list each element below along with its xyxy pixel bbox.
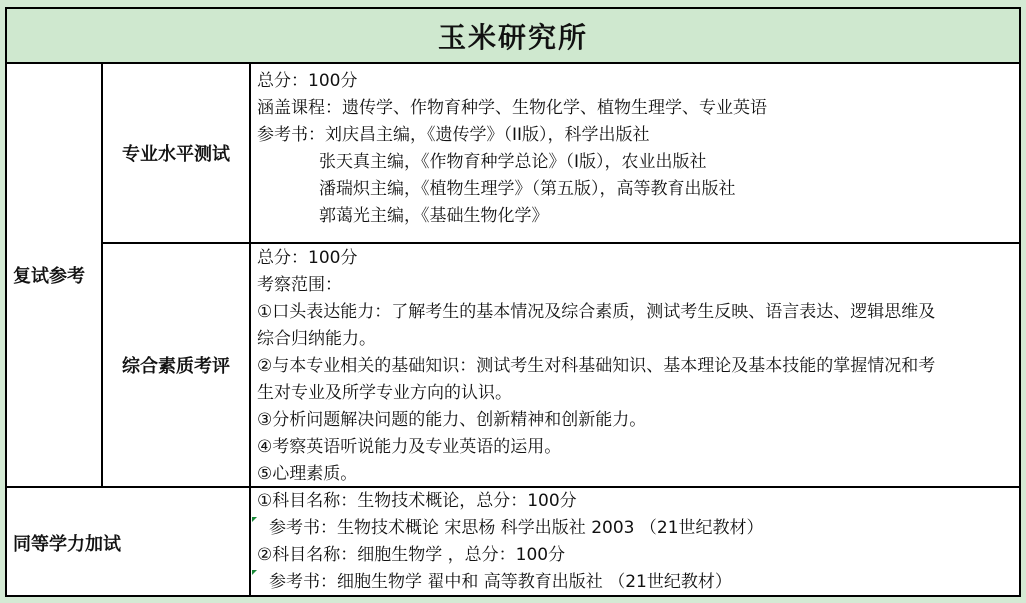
section-label-equivalent: 同等学力加试 bbox=[13, 533, 121, 555]
text-line: 生对专业及所学专业方向的认识。 bbox=[257, 383, 512, 403]
subsection-label-pro-test: 专业水平测试 bbox=[122, 144, 230, 165]
subsection-label-general: 综合素质考评 bbox=[122, 356, 230, 377]
text-line: 涵盖课程：遗传学、作物育种学、生物化学、植物生理学、专业英语 bbox=[257, 98, 767, 118]
text-line: ①口头表达能力：了解考生的基本情况及综合素质，测试考生反映、语言表达、逻辑思维及 bbox=[257, 302, 936, 322]
text-line: ④考察英语听说能力及专业英语的运用。 bbox=[257, 437, 562, 457]
text-line: 参考书：生物技术概论 宋思杨 科学出版社 2003 （21世纪教材） bbox=[269, 518, 764, 538]
text-line: 郭蔼光主编，《基础生物化学》 bbox=[319, 206, 549, 226]
cell-comment-marker bbox=[252, 570, 257, 575]
page-title: 玉米研究所 bbox=[7, 9, 1019, 64]
text-line: ②与本专业相关的基础知识：测试考生对科基础知识、基本理论及基本技能的掌握情况和考 bbox=[257, 356, 936, 376]
text-line: ⑤心理素质。 bbox=[257, 464, 358, 484]
pro-test-content bbox=[251, 64, 1019, 242]
text-line: 张天真主编，《作物育种学总论》（I版），农业出版社 bbox=[319, 152, 707, 172]
text-line: ③分析问题解决问题的能力、创新精神和创新能力。 bbox=[257, 410, 647, 430]
text-line: ②科目名称：细胞生物学 ，总分：100分 bbox=[257, 545, 566, 565]
text-line: 潘瑞炽主编，《植物生理学》（第五版），高等教育出版社 bbox=[319, 179, 736, 199]
general-content bbox=[251, 244, 1019, 486]
text-line: 总分：100分 bbox=[257, 71, 358, 91]
text-line: 考察范围： bbox=[257, 275, 342, 295]
text-line: ①科目名称：生物技术概论，总分：100分 bbox=[257, 491, 577, 511]
text-line: 参考书：刘庆昌主编，《遗传学》（II版），科学出版社 bbox=[257, 125, 650, 145]
section-label-retest: 复试参考 bbox=[13, 266, 85, 287]
table bbox=[5, 7, 1021, 597]
equivalent-content bbox=[251, 488, 1019, 597]
text-line: 总分：100分 bbox=[257, 248, 358, 268]
cell-comment-marker bbox=[252, 517, 257, 522]
text-line: 参考书：细胞生物学 翟中和 高等教育出版社 （21世纪教材） bbox=[269, 572, 732, 592]
text-line: 综合归纳能力。 bbox=[257, 329, 376, 349]
